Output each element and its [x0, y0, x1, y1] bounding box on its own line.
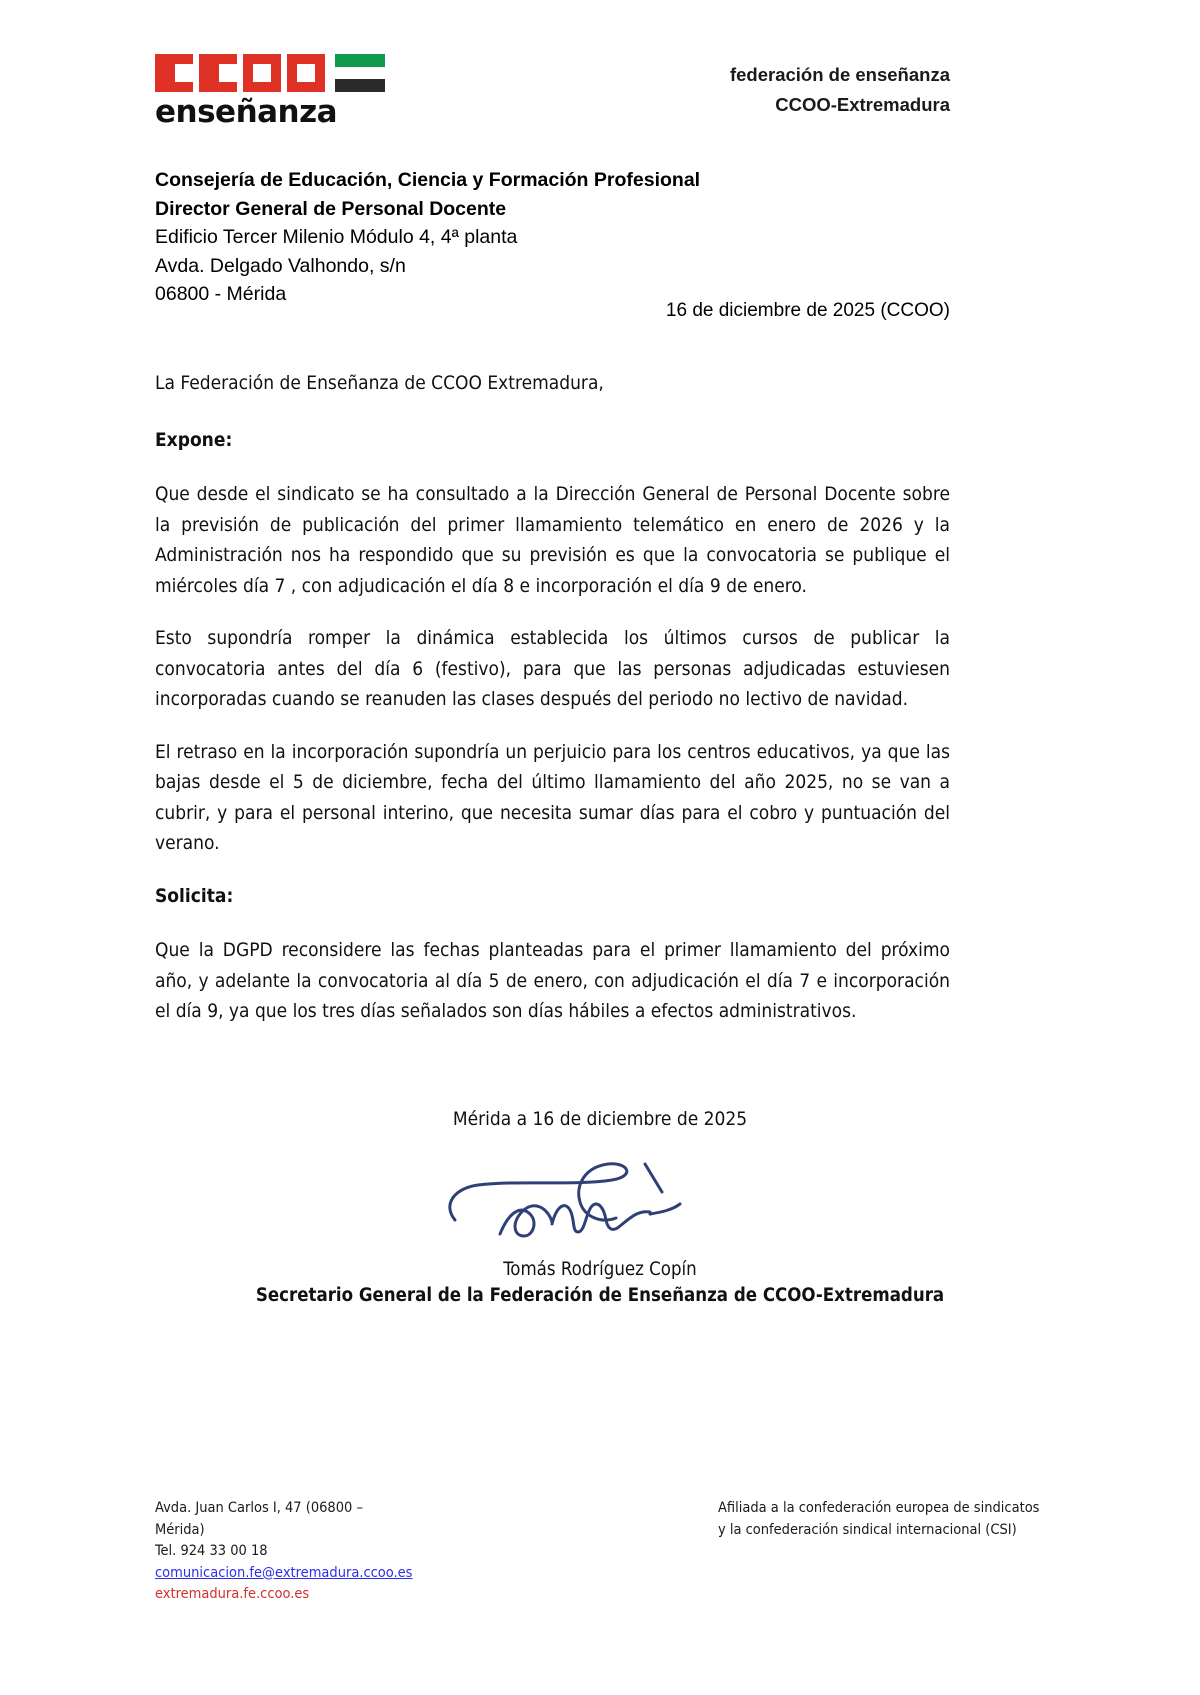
ccoo-letter-blocks: [155, 54, 325, 92]
recipient-department: Consejería de Educación, Ciencia y Formación Profesional: [155, 169, 701, 191]
expone-paragraph-2: Esto supondría romper la dinámica establecida los últimos cursos de publicar la convocatoria antes del día 6 (festivo), para que las personas adjudicadas estuviesen incorporadas cuando se reanuden las clases después del periodo no lectivo de navidad.: [155, 627, 950, 710]
footer-address-line-2: Mérida): [155, 1521, 205, 1538]
document-date: 16 de diciembre de 2025 (CCOO): [665, 300, 950, 321]
solicita-heading: Solicita:: [155, 884, 234, 907]
letter-c-icon: [155, 54, 193, 92]
signatory-role: Secretario General de la Federación de Enseñanza de CCOO-Extremadura: [255, 1285, 945, 1306]
body-lead: La Federación de Enseñanza de CCOO Extremadura,: [155, 372, 604, 394]
recipient-address: [155, 166, 855, 309]
recipient-title: Director General de Personal Docente: [155, 197, 507, 220]
org-line-2: CCOO-Extremadura: [775, 94, 950, 115]
signature-block: [0, 1108, 1200, 1306]
handwritten-signature-icon: [0, 1152, 1200, 1252]
footer-affiliation-line-2: y la confederación sindical internacional (CSI): [718, 1521, 1017, 1538]
letter-o-icon: [243, 54, 281, 92]
recipient-street: Avda. Delgado Valhondo, s/n: [155, 254, 406, 277]
document-header: [0, 44, 1200, 144]
expone-heading: Expone:: [155, 428, 233, 451]
footer-email-link[interactable]: comunicacion.fe@extremadura.ccoo.es: [155, 1564, 413, 1581]
org-line-1: federación de enseñanza: [729, 64, 950, 85]
logo-wordmark: enseñanza: [155, 94, 338, 130]
recipient-building: Edificio Tercer Milenio Módulo 4, 4ª planta: [155, 226, 518, 248]
document-footer: [0, 1498, 1200, 1618]
footer-phone: Tel. 924 33 00 18: [155, 1543, 268, 1559]
footer-affiliation-line-1: Afiliada a la confederación europea de sindicatos: [718, 1500, 1040, 1516]
footer-website-link[interactable]: extremadura.fe.ccoo.es: [155, 1586, 310, 1602]
expone-paragraph-1: Que desde el sindicato se ha consultado a la Dirección General de Personal Docente sobre la previsión de publicación del primer llamamiento telemático en enero de 2026 y la Administración nos ha respondido que su previsión es que la convocatoria se publique el miércoles día 7 , con adjudicación el día 8 e incorporación el día 9 de enero.: [155, 483, 950, 597]
letter-o-icon: [287, 54, 325, 92]
extremadura-flag-icon: [335, 54, 385, 92]
letter-c-icon: [199, 54, 237, 92]
recipient-city: 06800 - Mérida: [155, 283, 287, 305]
ccoo-logo: [155, 54, 495, 130]
signature-place-date: Mérida a 16 de diciembre de 2025: [452, 1108, 748, 1130]
footer-affiliation: [718, 1498, 1048, 1541]
logo-mark: [155, 54, 495, 92]
footer-address-line-1: Avda. Juan Carlos I, 47 (06800 –: [155, 1500, 363, 1516]
footer-contact: [155, 1498, 575, 1606]
expone-paragraph-3: El retraso en la incorporación supondría un perjuicio para los centros educativos, ya que las bajas desde el 5 de diciembre, fecha del último llamamiento del año 2025, no se van a cubrir, y para el personal interino, que necesita sumar días para el cobro y puntuación del verano.: [155, 740, 950, 854]
signatory-name: Tomás Rodríguez Copín: [503, 1259, 697, 1280]
organization-name: [450, 60, 950, 120]
document-body: [155, 368, 950, 1049]
solicita-paragraph-1: Que la DGPD reconsidere las fechas planteadas para el primer llamamiento del próximo año, y adelante la convocatoria al día 5 de enero, con adjudicación el día 7 e incorporación el día 9, ya que los tres días señalados son días hábiles a efectos administrativos.: [155, 939, 950, 1022]
